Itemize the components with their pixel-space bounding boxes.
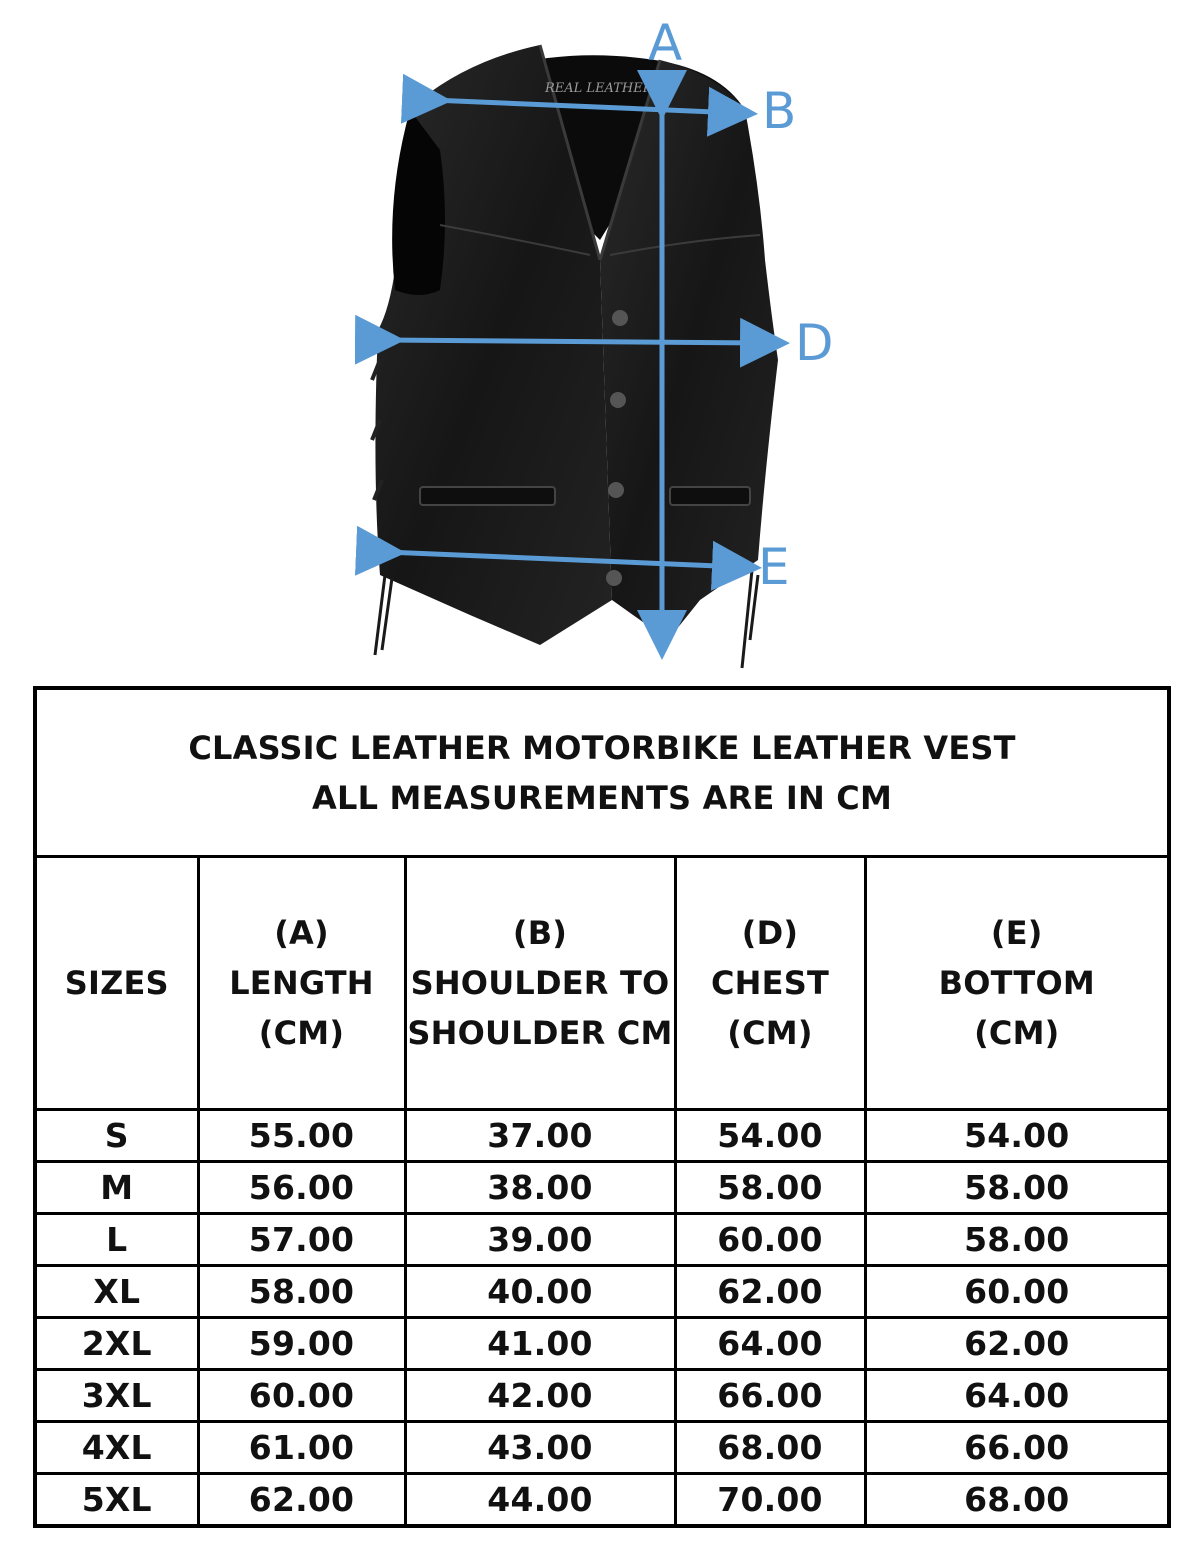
header-length	[198, 857, 405, 1110]
size-cell: M	[35, 1162, 198, 1214]
chest-cell: 66.00	[675, 1370, 865, 1422]
length-cell: 56.00	[198, 1162, 405, 1214]
shoulder-cell: 44.00	[405, 1474, 675, 1527]
header-line: (A)	[274, 914, 329, 952]
size-cell: 3XL	[35, 1370, 198, 1422]
bottom-cell: 54.00	[865, 1110, 1169, 1162]
title-line-1: CLASSIC LEATHER MOTORBIKE LEATHER VEST	[188, 728, 1016, 767]
length-cell: 59.00	[198, 1318, 405, 1370]
table-row	[35, 1266, 1169, 1318]
shoulder-cell: 39.00	[405, 1214, 675, 1266]
table-title	[35, 688, 1169, 857]
header-line: SHOULDER CM	[407, 1014, 673, 1052]
bottom-cell: 58.00	[865, 1214, 1169, 1266]
size-cell: S	[35, 1110, 198, 1162]
table-row	[35, 1318, 1169, 1370]
table-body	[35, 1110, 1169, 1527]
header-sizes	[35, 857, 198, 1110]
table-row	[35, 1110, 1169, 1162]
table-row	[35, 1422, 1169, 1474]
bottom-cell: 58.00	[865, 1162, 1169, 1214]
vest-body	[372, 45, 778, 668]
shoulder-cell: 42.00	[405, 1370, 675, 1422]
chest-cell: 62.00	[675, 1266, 865, 1318]
header-row	[35, 857, 1169, 1110]
length-cell: 62.00	[198, 1474, 405, 1527]
chest-cell: 70.00	[675, 1474, 865, 1527]
header-line: SIZES	[64, 964, 169, 1002]
shoulder-cell: 41.00	[405, 1318, 675, 1370]
shoulder-cell: 40.00	[405, 1266, 675, 1318]
size-cell: 2XL	[35, 1318, 198, 1370]
chest-cell: 54.00	[675, 1110, 865, 1162]
header-line: (D)	[741, 914, 799, 952]
size-cell: L	[35, 1214, 198, 1266]
title-line-2: ALL MEASUREMENTS ARE IN CM	[312, 778, 892, 817]
size-cell: 5XL	[35, 1474, 198, 1527]
table-row	[35, 1214, 1169, 1266]
brand-logo: REAL LEATHER	[545, 81, 653, 96]
size-cell: XL	[35, 1266, 198, 1318]
header-shoulder	[405, 857, 675, 1110]
length-cell: 58.00	[198, 1266, 405, 1318]
length-cell: 60.00	[198, 1370, 405, 1422]
header-line: (CM)	[258, 1014, 345, 1052]
header-line: SHOULDER TO	[410, 964, 670, 1002]
arrow-d	[385, 340, 770, 343]
bottom-cell: 64.00	[865, 1370, 1169, 1422]
length-cell: 55.00	[198, 1110, 405, 1162]
header-line: (CM)	[727, 1014, 813, 1052]
header-line: (E)	[990, 914, 1043, 952]
bottom-cell: 66.00	[865, 1422, 1169, 1474]
header-line: (B)	[512, 914, 568, 952]
marker-d: D	[795, 314, 834, 372]
vest-measurement-diagram	[0, 0, 1200, 680]
chest-cell: 68.00	[675, 1422, 865, 1474]
chest-cell: 58.00	[675, 1162, 865, 1214]
shoulder-cell: 38.00	[405, 1162, 675, 1214]
marker-b: B	[762, 82, 797, 140]
header-line: LENGTH	[229, 964, 374, 1002]
length-cell: 57.00	[198, 1214, 405, 1266]
bottom-cell: 68.00	[865, 1474, 1169, 1527]
shoulder-cell: 43.00	[405, 1422, 675, 1474]
marker-a: A	[648, 14, 683, 72]
shoulder-cell: 37.00	[405, 1110, 675, 1162]
header-line: BOTTOM	[938, 964, 1095, 1002]
chest-cell: 60.00	[675, 1214, 865, 1266]
vest-image	[0, 0, 1200, 680]
header-line: (CM)	[974, 1014, 1060, 1052]
header-bottom	[865, 857, 1169, 1110]
header-line: CHEST	[711, 964, 829, 1002]
table-row	[35, 1474, 1169, 1527]
size-chart-table	[33, 686, 1171, 1528]
table-row	[35, 1370, 1169, 1422]
chest-cell: 64.00	[675, 1318, 865, 1370]
marker-e: E	[758, 538, 790, 596]
size-cell: 4XL	[35, 1422, 198, 1474]
bottom-cell: 60.00	[865, 1266, 1169, 1318]
length-cell: 61.00	[198, 1422, 405, 1474]
bottom-cell: 62.00	[865, 1318, 1169, 1370]
header-chest	[675, 857, 865, 1110]
table-row	[35, 1162, 1169, 1214]
